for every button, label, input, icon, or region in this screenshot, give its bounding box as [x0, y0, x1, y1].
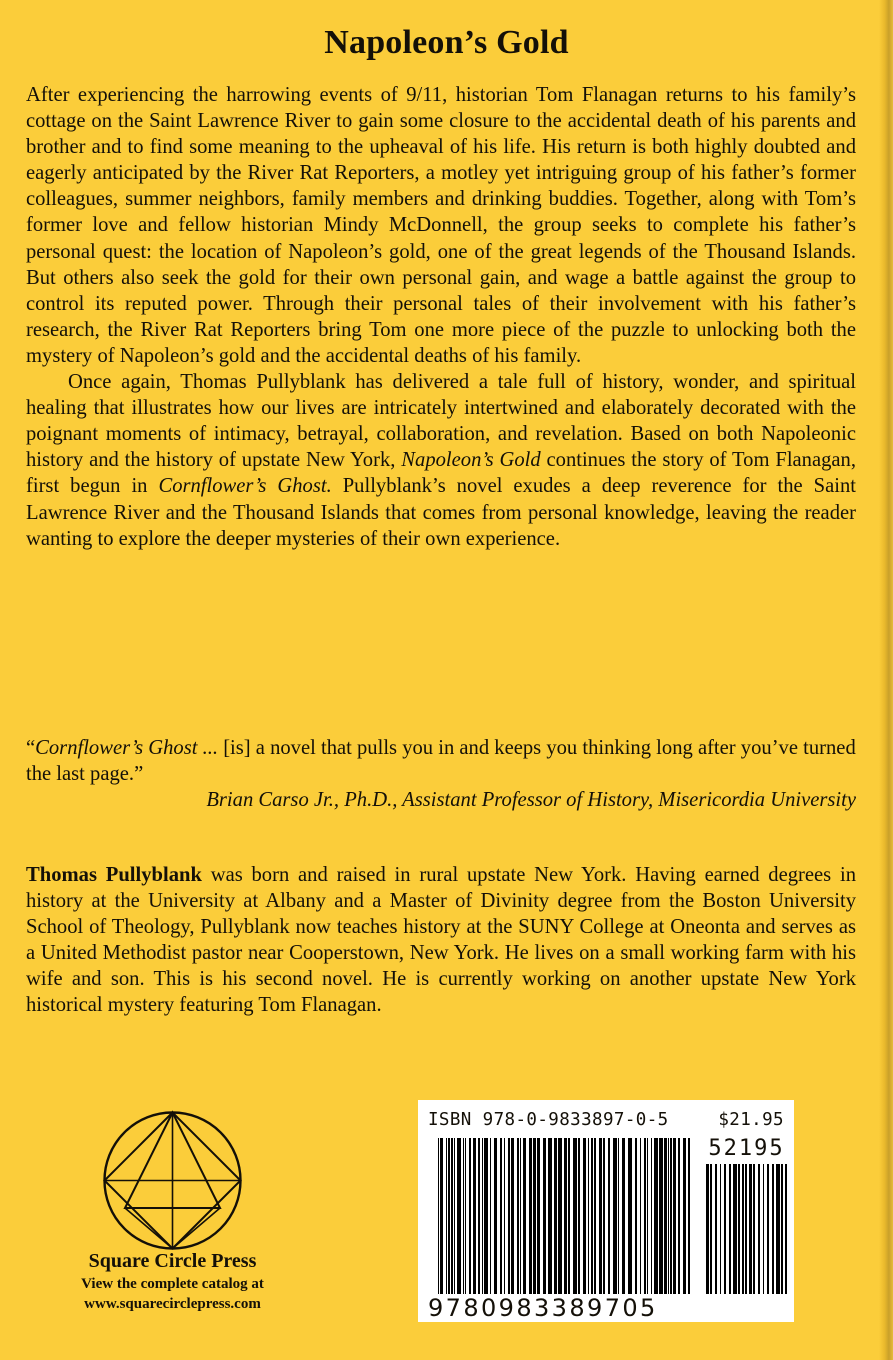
publisher-info	[40, 1248, 305, 1314]
barcode-bar	[635, 1138, 637, 1294]
barcode-bar	[608, 1138, 610, 1294]
quote-book-title: Cornflower’s Ghost ...	[35, 737, 219, 759]
barcode-bar	[644, 1138, 646, 1294]
book-title: Napoleon’s Gold	[324, 24, 569, 61]
barcode-bar	[654, 1138, 658, 1294]
barcode-bar	[463, 1138, 464, 1294]
barcode-bar	[668, 1138, 669, 1294]
barcode-bar	[478, 1138, 480, 1294]
synopsis-book-title: Napoleon’s Gold	[401, 449, 541, 472]
barcode-bar	[517, 1138, 519, 1294]
quote-open-mark: “	[26, 737, 36, 759]
barcode-bar	[548, 1138, 552, 1294]
review-quote	[26, 735, 856, 813]
barcode-bar	[500, 1138, 502, 1294]
barcode-bar	[438, 1138, 439, 1294]
barcode-bar	[720, 1164, 721, 1294]
barcode-bar	[742, 1164, 744, 1294]
synopsis-paragraph-1: After experiencing the harrowing events of 9/11, historian Tom Flanagan returns to his family’s cottage on the Saint Lawrence River to gain some closure to the accidental death of his parents and brother and to find some meaning to the upheaval of his life. His return is both highly doubted and eagerly anticipated by the River Rat Reporters, a motley yet intriguing group of his father’s former colleagues, summer neighbors, family members and drinking buddies. Together, along with Tom’s former love and fellow historian Mindy McDonnell, the group seeks to complete his father’s personal quest: the location of Napoleon’s gold, one of the great legends of the Thousand Islands. But others also seek the gold for their own personal gain, and wage a battle against the group to control its reputed power. Through their personal tales of their involvement with his father’s research, the River Rat Reporters bring Tom one more piece of the puzzle to unlocking both the mystery of Napoleon’s gold and the accidental deaths of his family.	[26, 84, 856, 367]
barcode-bar	[753, 1164, 755, 1294]
author-bio-paragraph	[26, 862, 856, 1019]
barcode-bar	[670, 1138, 672, 1294]
barcode-bar	[440, 1138, 443, 1294]
barcode-bar	[578, 1138, 580, 1294]
barcode-bar	[706, 1164, 709, 1294]
barcode-bar	[640, 1138, 641, 1294]
author-bio	[26, 862, 856, 1019]
barcode-bar	[448, 1138, 450, 1294]
barcode-bar	[659, 1138, 663, 1294]
isbn-number: ISBN 978-0-9833897-0-5	[428, 1110, 669, 1130]
barcode-bar	[469, 1138, 471, 1294]
barcode-bar	[446, 1138, 447, 1294]
publisher-name: Square Circle Press	[88, 1250, 257, 1272]
publisher-logo-icon	[100, 1108, 245, 1253]
publisher-website: www.squarecirclepress.com	[84, 1296, 261, 1312]
barcode-bar	[724, 1164, 726, 1294]
synopsis	[26, 82, 856, 552]
barcode-bar	[454, 1138, 455, 1294]
barcode-bar	[664, 1138, 667, 1294]
barcode-bar	[568, 1138, 570, 1294]
quote-text	[26, 735, 856, 787]
author-bio-text: was born and raised in rural upstate New York. Having earned degrees in history at the University at Albany and a Master of Divinity degree from the Boston University School of Theology, Pullyblank now teaches history at the SUNY College at Oneonta and serves as a United Methodist pastor near Cooperstown, New York. He lives on a small working farm with his wife and son. This is his second novel. He is currently working on another upstate New York historical mystery featuring Tom Flanagan.	[26, 864, 856, 1017]
barcode-bar	[767, 1164, 769, 1294]
barcode-bar	[494, 1138, 497, 1294]
barcode-bar	[543, 1138, 546, 1294]
barcode-bar	[583, 1138, 586, 1294]
barcode-bar	[715, 1164, 717, 1294]
barcode-bar	[738, 1164, 740, 1294]
barcode-bar	[508, 1138, 510, 1294]
synopsis-prior-book-title: Cornflower’s Ghost.	[158, 475, 332, 498]
barcode-bar	[745, 1164, 747, 1294]
barcode-bar	[554, 1138, 557, 1294]
barcode-bar	[733, 1164, 737, 1294]
ean-digits: 9780983389705	[428, 1294, 658, 1322]
barcode-bar	[758, 1164, 760, 1294]
isbn-barcode	[418, 1100, 794, 1322]
barcode-bar	[594, 1138, 596, 1294]
synopsis-text-a: Once again, Thomas Pullyblank has delivered a tale full of history, wonder, and spiritual healing that illustrates how our lives are intricately intertwined and elaborately decorated with the poignant moments of intimacy, betrayal, collaboration, and revelation. Based on both Napoleonic history and the history of upstate New York,	[26, 371, 856, 472]
barcode-bar	[613, 1138, 617, 1294]
barcode-bar	[710, 1164, 712, 1294]
barcode-bar	[529, 1138, 532, 1294]
barcode-bar	[588, 1138, 589, 1294]
barcode-bar	[490, 1138, 491, 1294]
ean-barcode-bars	[436, 1138, 694, 1294]
quote-body: [is] a novel that pulls you in and keeps you thinking long after you’ve turned the last page.”	[26, 737, 856, 786]
quote-attribution: Brian Carso Jr., Ph.D., Assistant Professor of History, Misericordia University	[206, 789, 856, 812]
isbn-line	[428, 1110, 784, 1136]
book-spine-edge	[879, 0, 893, 1360]
addon-number: 52195	[708, 1136, 785, 1161]
barcode-bar	[465, 1138, 466, 1294]
barcode-bar	[451, 1138, 453, 1294]
barcode-bar	[628, 1138, 632, 1294]
barcode-bar	[482, 1138, 483, 1294]
barcode-bar	[683, 1138, 686, 1294]
barcode-bar	[537, 1138, 540, 1294]
barcode-bar	[591, 1138, 593, 1294]
barcode-bar	[647, 1138, 648, 1294]
price: $21.95	[718, 1110, 784, 1130]
barcode-bar	[785, 1164, 787, 1294]
barcode-bar	[763, 1164, 764, 1294]
barcode-bar	[618, 1138, 619, 1294]
barcode-bar	[599, 1138, 602, 1294]
barcode-bar	[678, 1138, 680, 1294]
barcode-bar	[772, 1164, 774, 1294]
barcode-bar	[776, 1164, 780, 1294]
barcode-bar	[573, 1138, 577, 1294]
barcode-bar	[558, 1138, 562, 1294]
barcode-bar	[749, 1164, 752, 1294]
synopsis-paragraph-2	[26, 369, 856, 552]
synopsis-text-c: Pullyblank’s novel exudes a deep reverence for the Saint Lawrence River and the Thousand Islands that comes from personal knowledge, leaving the reader wanting to explore the deeper mysteries of their own experience.	[26, 475, 856, 550]
barcode-bar	[504, 1138, 505, 1294]
barcode-bar	[520, 1138, 521, 1294]
barcode-bar	[688, 1138, 690, 1294]
barcode-bar	[511, 1138, 514, 1294]
synopsis-text-b: continues the story of Tom Flanagan, first begun in	[26, 449, 856, 498]
barcode-bar	[603, 1138, 605, 1294]
barcode-bar	[484, 1138, 488, 1294]
barcode-bar	[564, 1138, 567, 1294]
barcode-bar	[651, 1138, 652, 1294]
barcode-bar	[781, 1164, 783, 1294]
barcode-bar	[673, 1138, 676, 1294]
barcode-bar	[523, 1138, 526, 1294]
barcode-bar	[622, 1138, 625, 1294]
barcode-bar	[473, 1138, 476, 1294]
barcode-bar	[457, 1138, 461, 1294]
barcode-bar	[533, 1138, 536, 1294]
publisher-catalog-line: View the complete catalog at	[81, 1276, 264, 1292]
barcode-bar	[729, 1164, 731, 1294]
author-name: Thomas Pullyblank	[26, 864, 202, 886]
addon-barcode-bars	[704, 1164, 789, 1294]
